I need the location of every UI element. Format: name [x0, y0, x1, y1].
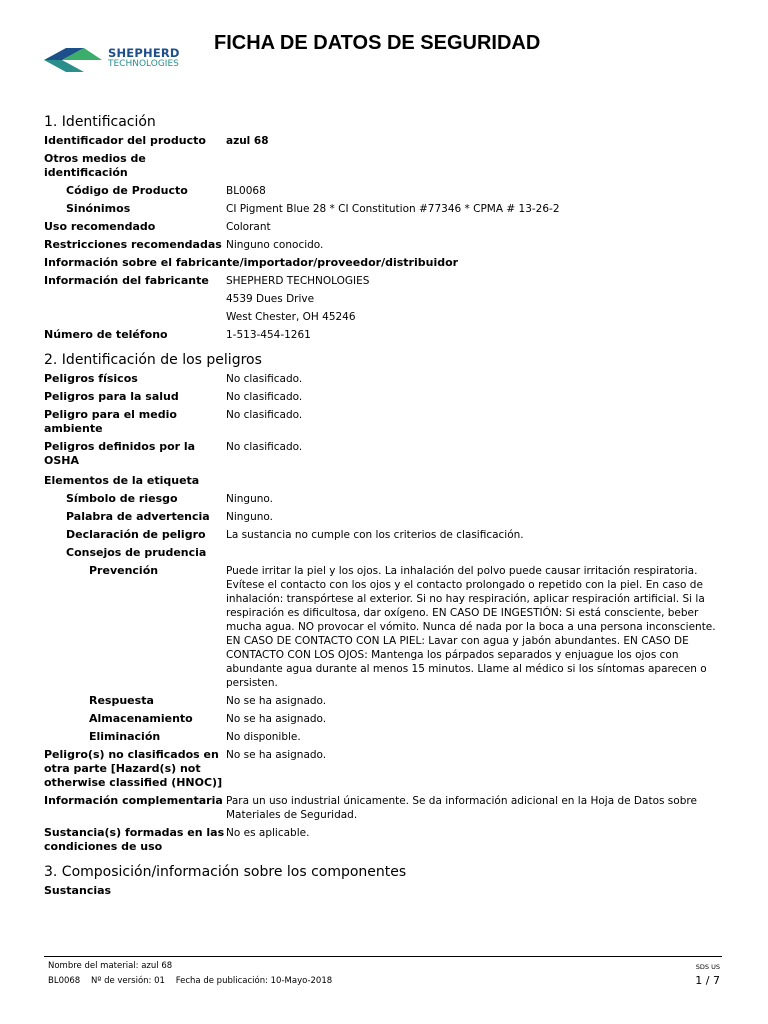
field-value: No clasificado. [226, 409, 303, 421]
field-row [44, 826, 724, 854]
field-row [44, 408, 724, 436]
field-value: No se ha asignado. [226, 713, 327, 725]
field-value: SHEPHERD TECHNOLOGIES [226, 275, 370, 287]
field-label: Respuesta [89, 694, 154, 707]
field-value: 4539 Dues Drive [226, 293, 315, 305]
field-value: BL0068 [226, 185, 266, 197]
page-number: 1 / 7 [695, 974, 720, 987]
company-logo [44, 44, 184, 78]
field-row [44, 274, 724, 288]
field-label: Prevención [89, 564, 159, 577]
field-label: Símbolo de riesgo [66, 492, 178, 505]
field-value: No se ha asignado. [226, 695, 327, 707]
field-value: No clasificado. [226, 373, 303, 385]
field-row [44, 694, 724, 708]
field-row [44, 474, 724, 488]
field-row [44, 440, 724, 468]
field-label: Identificador del producto [44, 134, 206, 147]
page-title: FICHA DE DATOS DE SEGURIDAD [214, 32, 541, 54]
section-composition [44, 864, 724, 898]
field-value: No clasificado. [226, 441, 303, 453]
field-row [44, 310, 724, 324]
field-label: Peligros definidos por la OSHA [44, 440, 196, 467]
field-value: Para un uso industrial únicamente. Se da información adicional en la Hoja de Datos sobre Materiales de Seguridad. [226, 795, 697, 821]
field-value: Colorant [226, 221, 271, 233]
field-label: Peligro(s) no clasificados en otra parte [Hazard(s) not otherwise classified (HNOC)] [44, 748, 223, 789]
section-heading: 1. Identificación [44, 114, 156, 130]
footer-doc-type: SDS US [695, 963, 720, 971]
field-value: 1-513-454-1261 [226, 329, 311, 341]
field-label: Código de Producto [66, 184, 188, 197]
field-row [44, 328, 724, 342]
field-label: Consejos de prudencia [66, 546, 207, 559]
field-row [44, 202, 724, 216]
field-label: Almacenamiento [89, 712, 193, 725]
field-value [226, 884, 724, 898]
field-label: Uso recomendado [44, 220, 156, 233]
field-value: CI Pigment Blue 28 * CI Constitution #77346 * CPMA # 13-26-2 [226, 203, 560, 215]
field-label: Información complementaria [44, 794, 223, 807]
section-identification [44, 114, 724, 342]
field-label: Elementos de la etiqueta [44, 474, 200, 487]
footer-meta: BL0068 Nº de versión: 01 Fecha de publicación: 10-Mayo-2018 [48, 976, 333, 986]
footer-material: Nombre del material: azul 68 [48, 961, 173, 971]
field-row [44, 390, 724, 404]
field-value: No disponible. [226, 731, 301, 743]
field-label: Eliminación [89, 730, 161, 743]
field-row [44, 238, 724, 252]
field-label: Restricciones recomendadas [44, 238, 222, 251]
field-row [44, 220, 724, 234]
field-row [44, 134, 724, 148]
field-row [44, 794, 724, 822]
field-label: Sustancias [44, 884, 112, 897]
field-row [44, 292, 724, 306]
field-row [44, 372, 724, 386]
field-label [44, 292, 226, 306]
field-label: Peligros físicos [44, 372, 138, 385]
field-label: Número de teléfono [44, 328, 168, 341]
field-label: Sinónimos [66, 202, 131, 215]
field-label: Otros medios de identificación [44, 152, 146, 179]
field-row [44, 730, 724, 744]
field-label: Sustancia(s) formadas en las condiciones de uso [44, 826, 225, 853]
field-label: Información sobre el fabricante/importador/proveedor/distribuidor [44, 256, 459, 269]
field-row [44, 256, 724, 270]
field-row [44, 152, 724, 180]
field-value: Ninguno conocido. [226, 239, 324, 251]
field-value [226, 474, 724, 488]
field-value: La sustancia no cumple con los criterios de clasificación. [226, 529, 524, 541]
document-body [44, 114, 724, 902]
logo-mark-icon [44, 44, 106, 76]
logo-subtitle: TECHNOLOGIES [108, 59, 179, 69]
field-row [44, 492, 724, 506]
footer-divider [44, 956, 722, 957]
logo-name: SHEPHERD [108, 46, 180, 60]
field-label: Peligros para la salud [44, 390, 179, 403]
field-row [44, 564, 724, 690]
field-value: West Chester, OH 45246 [226, 311, 356, 323]
field-value: No es aplicable. [226, 827, 310, 839]
field-value [226, 152, 724, 180]
field-label: Palabra de advertencia [66, 510, 210, 523]
field-label: Peligro para el medio ambiente [44, 408, 177, 435]
field-value: Ninguno. [226, 493, 273, 505]
field-row [44, 528, 724, 542]
field-label: Información del fabricante [44, 274, 209, 287]
field-value: Ninguno. [226, 511, 273, 523]
section-heading: 2. Identificación de los peligros [44, 352, 262, 368]
field-label: Declaración de peligro [66, 528, 206, 541]
field-value [226, 546, 724, 560]
field-label [44, 310, 226, 324]
field-value: No se ha asignado. [226, 749, 327, 761]
field-row [44, 748, 724, 790]
field-value: No clasificado. [226, 391, 303, 403]
field-row [44, 884, 724, 898]
field-row [44, 546, 724, 560]
field-value: Puede irritar la piel y los ojos. La inhalación del polvo puede causar irritación respiratoria. Evítese el contacto con los ojos y el contacto prolongado o repetido con la piel. En caso de inhalación: transpórtese al exterior. Si no hay respiración, aplicar respiración artificial. Si la respiración es dificultosa, dar oxígeno. EN CASO DE INGESTIÓN: Si está consciente, beber mucha agua. NO provocar el vómito. Nunca dé nada por la boca a una persona inconsciente. EN CASO DE CONTACTO CON LA PIEL: Lavar con agua y jabón abundantes. EN CASO DE CONTACTO CON LOS OJOS: Mantenga los párpados separados y enjuague los ojos con abundante agua durante al menos 15 minutos. Llame al médico si los síntomas aparecen o persisten. [226, 565, 716, 689]
field-row [44, 712, 724, 726]
field-row [44, 184, 724, 198]
section-hazards [44, 352, 724, 854]
section-heading: 3. Composición/información sobre los componentes [44, 864, 407, 880]
field-value: azul 68 [226, 135, 269, 147]
field-row [44, 510, 724, 524]
